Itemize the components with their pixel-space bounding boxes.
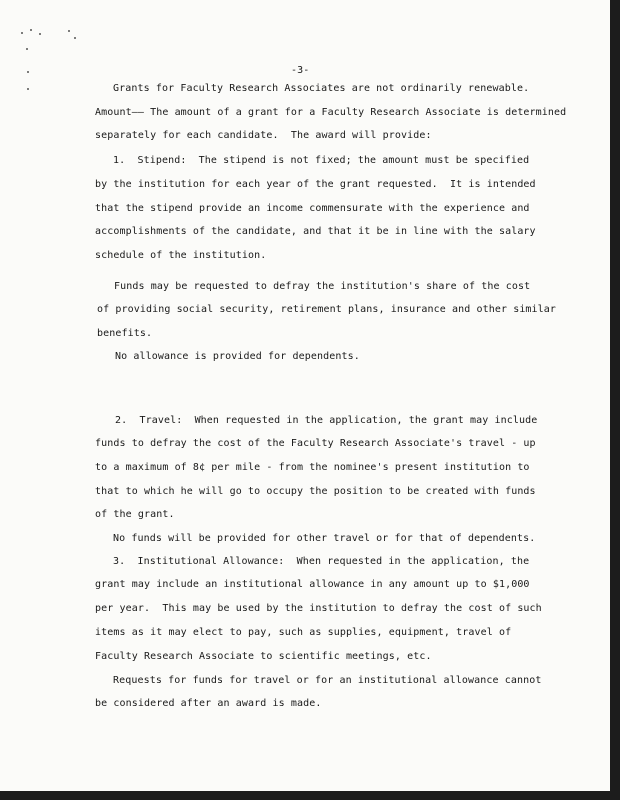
text-line: 3. Institutional Allowance: When requested in the application, the <box>113 556 530 567</box>
text-line: 1. Stipend: The stipend is not fixed; the amount must be specified <box>113 155 530 166</box>
speck <box>26 48 28 50</box>
text-line: No allowance is provided for dependents. <box>115 351 360 362</box>
text-line: be considered after an award is made. <box>95 698 322 709</box>
text-line: separately for each candidate. The award will provide: <box>95 130 432 141</box>
text-line: per year. This may be used by the institution to defray the cost of such <box>95 603 542 614</box>
text-line: grant may include an institutional allowance in any amount up to $1,000 <box>95 579 530 590</box>
speck <box>30 29 32 31</box>
text-line: Amount—— The amount of a grant for a Faculty Research Associate is determined <box>95 107 567 118</box>
text-line: that the stipend provide an income commensurate with the experience and <box>95 203 530 214</box>
text-line: items as it may elect to pay, such as supplies, equipment, travel of <box>95 627 512 638</box>
text-line: Grants for Faculty Research Associates are not ordinarily renewable. <box>113 83 530 94</box>
speck <box>21 32 23 34</box>
text-line: to a maximum of 8¢ per mile - from the nominee's present institution to <box>95 462 530 473</box>
speck <box>39 33 41 35</box>
speck <box>27 71 29 73</box>
text-line: accomplishments of the candidate, and that it be in line with the salary <box>95 226 536 237</box>
text-line: No funds will be provided for other travel or for that of dependents. <box>113 533 536 544</box>
text-line: funds to defray the cost of the Faculty Research Associate's travel - up <box>95 438 536 449</box>
text-line: Requests for funds for travel or for an institutional allowance cannot <box>113 675 542 686</box>
speck <box>74 37 76 39</box>
text-line: of providing social security, retirement plans, insurance and other similar <box>97 304 557 315</box>
text-line: benefits. <box>97 328 153 339</box>
text-line: 2. Travel: When requested in the application, the grant may include <box>115 415 538 426</box>
text-line: of the grant. <box>95 509 175 520</box>
text-line: Funds may be requested to defray the institution's share of the cost <box>114 281 531 292</box>
text-line: that to which he will go to occupy the position to be created with funds <box>95 486 536 497</box>
page-number: -3- <box>291 65 310 76</box>
text-line: schedule of the institution. <box>95 250 267 261</box>
speck <box>68 30 70 32</box>
text-line: Faculty Research Associate to scientific meetings, etc. <box>95 651 432 662</box>
text-line: by the institution for each year of the grant requested. It is intended <box>95 179 536 190</box>
speck <box>27 88 29 90</box>
